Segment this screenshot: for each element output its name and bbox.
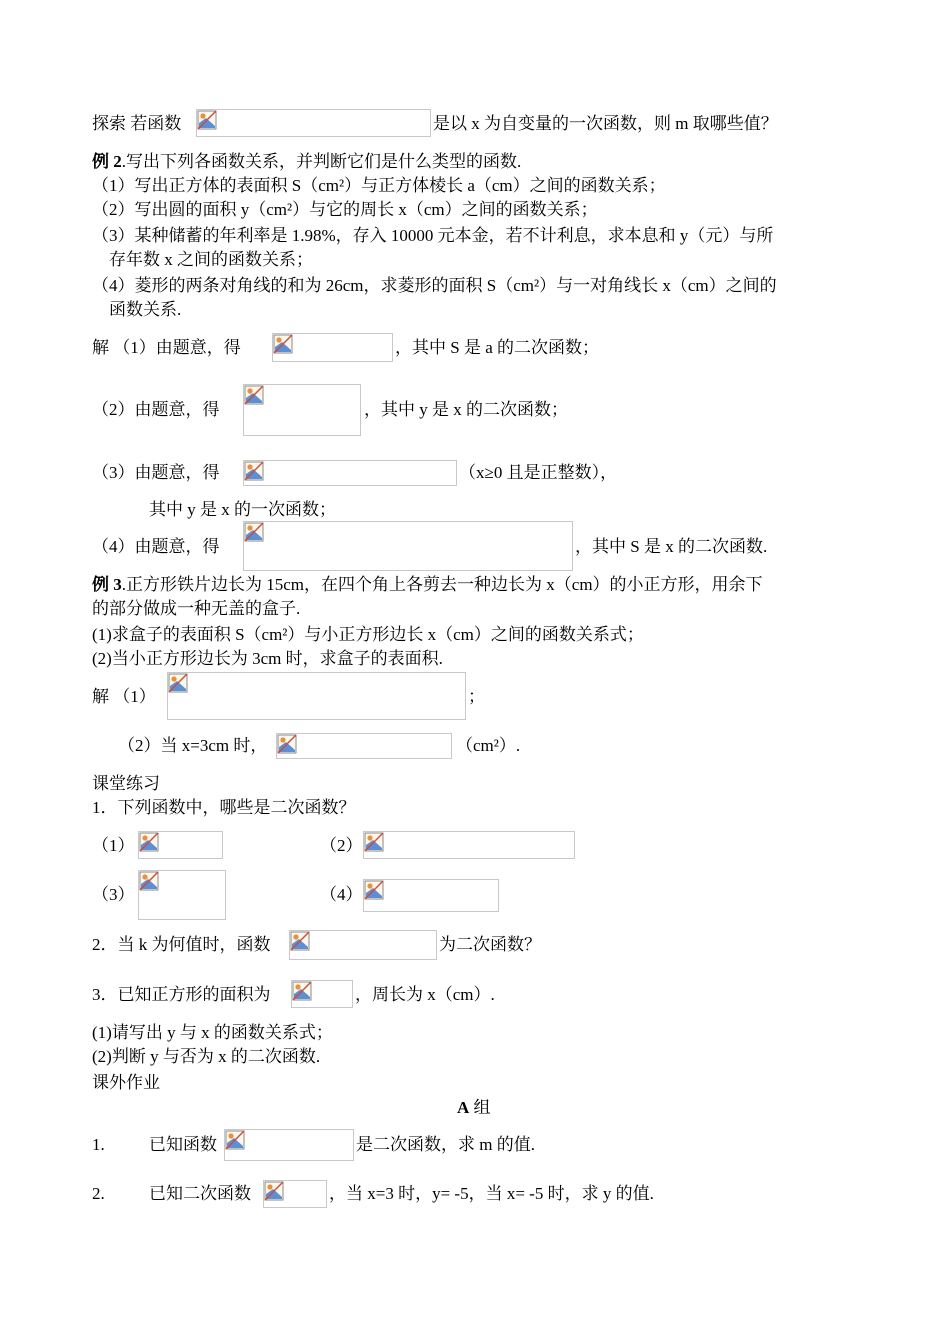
formula-image: [224, 1129, 354, 1161]
example-2-title: 例 2.写出下列各函数关系，并判断它们是什么类型的函数.: [92, 152, 522, 171]
homework-text: 已知二次函数: [149, 1184, 251, 1203]
homework-text: ，当 x=3 时，y= -5，当 x= -5 时，求 y 的值.: [329, 1184, 654, 1203]
formula-image: [289, 930, 437, 960]
broken-image-icon: [273, 334, 293, 354]
homework-number: 1.: [92, 1135, 105, 1154]
explore-text-a: 探索 若函数: [92, 114, 182, 133]
solution-line: （2）由题意，得: [92, 400, 220, 419]
broken-image-icon: [244, 522, 264, 542]
solution-line: 解 （1）由题意，得: [92, 338, 241, 357]
practice-question: 2．当 k 为何值时，函数: [92, 935, 271, 954]
option-label: （3）: [92, 885, 135, 904]
practice-subquestion: (1)请写出 y 与 x 的函数关系式；: [92, 1023, 333, 1042]
homework-number: 2.: [92, 1184, 105, 1203]
solution-line: 其中 y 是 x 的一次函数；: [149, 500, 336, 519]
homework-text: 已知函数: [149, 1135, 217, 1154]
solution-line: ，其中 S 是 x 的二次函数.: [575, 537, 768, 556]
formula-image: [243, 460, 457, 486]
formula-image: [167, 672, 466, 720]
solution-line: （4）由题意，得: [92, 537, 220, 556]
formula-image: [363, 879, 499, 912]
option-label: （1）: [92, 836, 135, 855]
broken-image-icon: [364, 832, 384, 852]
example-3-text: (1)求盒子的表面积 S（cm²）与小正方形边长 x（cm）之间的函数关系式；: [92, 625, 644, 644]
formula-image: [138, 870, 226, 920]
solution-line: 解 （1）: [92, 687, 156, 706]
formula-image: [272, 333, 393, 362]
example-2-item: （3）某种储蓄的年利率是 1.98%，存入 10000 元本金，若不计利息，求本息和 y（元）与所: [92, 226, 774, 245]
broken-image-icon: [139, 832, 159, 852]
group-heading: A 组: [457, 1098, 491, 1117]
practice-question: 1．下列函数中，哪些是二次函数？: [92, 798, 356, 817]
formula-image: [291, 980, 353, 1008]
solution-line: ，其中 S 是 a 的二次函数；: [395, 338, 599, 357]
practice-subquestion: (2)判断 y 与否为 x 的二次函数.: [92, 1047, 321, 1066]
solution-line: ，其中 y 是 x 的二次函数；: [364, 400, 568, 419]
solution-line: （x≥0 且是正整数），: [459, 463, 618, 482]
example-3-title: 例 3.正方形铁片边长为 15cm，在四个角上各剪去一种边长为 x（cm）的小正方形，用余下: [92, 575, 763, 594]
option-label: （4）: [320, 885, 363, 904]
example-2-item: 存年数 x 之间的函数关系；: [109, 250, 313, 269]
solution-line: ；: [468, 687, 485, 706]
broken-image-icon: [168, 673, 188, 693]
formula-image: [196, 109, 431, 137]
practice-question: ，周长为 x（cm）.: [355, 985, 495, 1004]
formula-image: [138, 831, 223, 859]
broken-image-icon: [277, 734, 297, 754]
broken-image-icon: [364, 880, 384, 900]
practice-heading: 课堂练习: [92, 774, 160, 793]
explore-text-b: 是以 x 为自变量的一次函数，则 m 取哪些值？: [433, 114, 778, 133]
broken-image-icon: [197, 110, 217, 130]
example-2-item: （1）写出正方体的表面积 S（cm²）与正方体棱长 a（cm）之间的函数关系；: [92, 176, 666, 195]
example-2-item: （4）菱形的两条对角线的和为 26cm，求菱形的面积 S（cm²）与一对角线长 x（cm）之间的: [92, 276, 777, 295]
formula-image: [243, 521, 573, 571]
solution-line: （cm²）.: [456, 736, 521, 755]
option-label: （2）: [320, 836, 363, 855]
homework-heading: 课外作业: [92, 1073, 160, 1092]
example-2-item: （2）写出圆的面积 y（cm²）与它的周长 x（cm）之间的函数关系；: [92, 200, 598, 219]
broken-image-icon: [244, 385, 264, 405]
formula-image: [276, 733, 452, 759]
broken-image-icon: [139, 871, 159, 891]
broken-image-icon: [225, 1130, 245, 1150]
practice-question: 3．已知正方形的面积为: [92, 985, 271, 1004]
practice-question: 为二次函数？: [439, 935, 541, 954]
formula-image: [363, 831, 575, 859]
solution-line: （2）当 x=3cm 时，: [118, 736, 268, 755]
solution-line: （3）由题意，得: [92, 463, 220, 482]
homework-text: 是二次函数，求 m 的值.: [356, 1135, 535, 1154]
example-3-text: (2)当小正方形边长为 3cm 时，求盒子的表面积.: [92, 649, 443, 668]
broken-image-icon: [290, 931, 310, 951]
formula-image: [243, 384, 361, 436]
broken-image-icon: [264, 1181, 284, 1201]
example-3-text: 的部分做成一种无盖的盒子.: [92, 599, 301, 618]
example-2-item: 函数关系.: [109, 300, 182, 319]
formula-image: [263, 1180, 327, 1208]
broken-image-icon: [292, 981, 312, 1001]
broken-image-icon: [244, 461, 264, 481]
